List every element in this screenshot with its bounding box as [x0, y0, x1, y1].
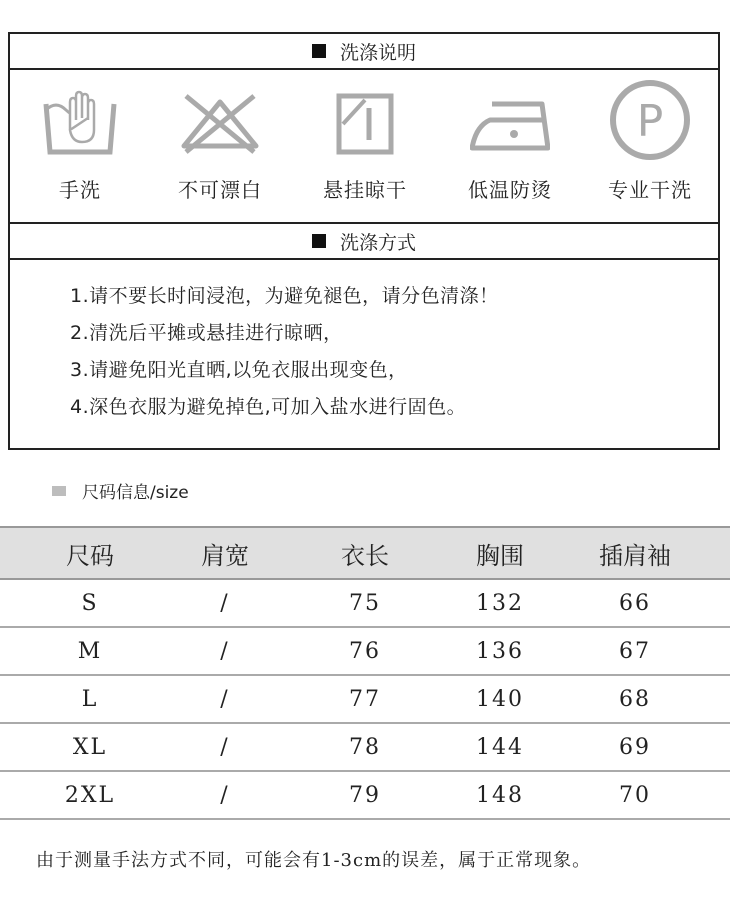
size-info-title: 尺码信息/size [82, 483, 189, 503]
cell-size: S [0, 579, 180, 627]
cell-chest: 144 [460, 723, 540, 771]
header-shoulder: 肩宽 [180, 527, 270, 579]
care-label: 专业干洗 [608, 178, 692, 202]
cell-sleeve: 70 [540, 771, 730, 819]
gray-square-icon [52, 486, 66, 496]
cell-chest: 136 [460, 627, 540, 675]
hang-dry-icon [325, 90, 405, 160]
cell-chest: 140 [460, 675, 540, 723]
cell-length: 79 [270, 771, 460, 819]
cell-length: 78 [270, 723, 460, 771]
size-table-header-row [0, 527, 730, 579]
wash-step: 4.深色衣服为避免掉色,可加入盐水进行固色。 [70, 396, 467, 418]
table-row [0, 675, 730, 723]
cell-size: M [0, 627, 180, 675]
wash-method-header [10, 222, 718, 260]
cell-size: XL [0, 723, 180, 771]
cell-length: 76 [270, 627, 460, 675]
table-row [0, 627, 730, 675]
header-size: 尺码 [0, 527, 180, 579]
header-sleeve: 插肩袖 [540, 527, 730, 579]
cell-size: L [0, 675, 180, 723]
hand-wash-icon [40, 90, 120, 160]
cell-size: 2XL [0, 771, 180, 819]
cell-shoulder: / [180, 771, 270, 819]
care-label: 悬挂晾干 [323, 178, 407, 202]
size-info-heading [52, 478, 189, 503]
cell-shoulder: / [180, 627, 270, 675]
care-icons-row [10, 70, 718, 222]
square-bullet-icon [312, 234, 326, 248]
care-label: 低温防烫 [468, 178, 552, 202]
cell-length: 77 [270, 675, 460, 723]
cell-chest: 148 [460, 771, 540, 819]
wash-instructions-header [10, 34, 718, 70]
cell-sleeve: 68 [540, 675, 730, 723]
care-item-hang-dry [295, 70, 435, 222]
header-chest: 胸围 [460, 527, 540, 579]
cell-sleeve: 66 [540, 579, 730, 627]
cell-chest: 132 [460, 579, 540, 627]
cell-sleeve: 69 [540, 723, 730, 771]
care-label: 手洗 [59, 178, 101, 202]
wash-step: 1.请不要长时间浸泡，为避免褪色，请分色清涤！ [70, 285, 499, 307]
professional-clean-icon [608, 78, 692, 162]
table-row [0, 723, 730, 771]
wash-instructions-title: 洗涤说明 [339, 41, 416, 64]
svg-text:P: P [636, 96, 664, 147]
care-item-professional-clean [580, 70, 720, 222]
wash-method-title: 洗涤方式 [339, 231, 416, 254]
square-bullet-icon [312, 44, 326, 58]
cell-shoulder: / [180, 579, 270, 627]
no-bleach-icon [180, 90, 260, 160]
table-row [0, 771, 730, 819]
wash-step: 3.请避免阳光直晒,以免衣服出现变色， [70, 359, 408, 381]
low-iron-icon [470, 90, 550, 160]
measurement-note: 由于测量手法方式不同，可能会有1-3cm的误差，属于正常现象。 [36, 850, 592, 871]
care-instructions-box [8, 32, 720, 450]
cell-shoulder: / [180, 723, 270, 771]
care-item-low-iron [440, 70, 580, 222]
header-length: 衣长 [270, 527, 460, 579]
care-label: 不可漂白 [178, 178, 262, 202]
wash-step: 2.清洗后平摊或悬挂进行晾晒， [70, 322, 343, 344]
cell-shoulder: / [180, 675, 270, 723]
cell-length: 75 [270, 579, 460, 627]
wash-steps [70, 278, 499, 426]
cell-sleeve: 67 [540, 627, 730, 675]
care-item-hand-wash [10, 70, 150, 222]
care-item-no-bleach [150, 70, 290, 222]
size-table [0, 526, 730, 820]
table-row [0, 579, 730, 627]
